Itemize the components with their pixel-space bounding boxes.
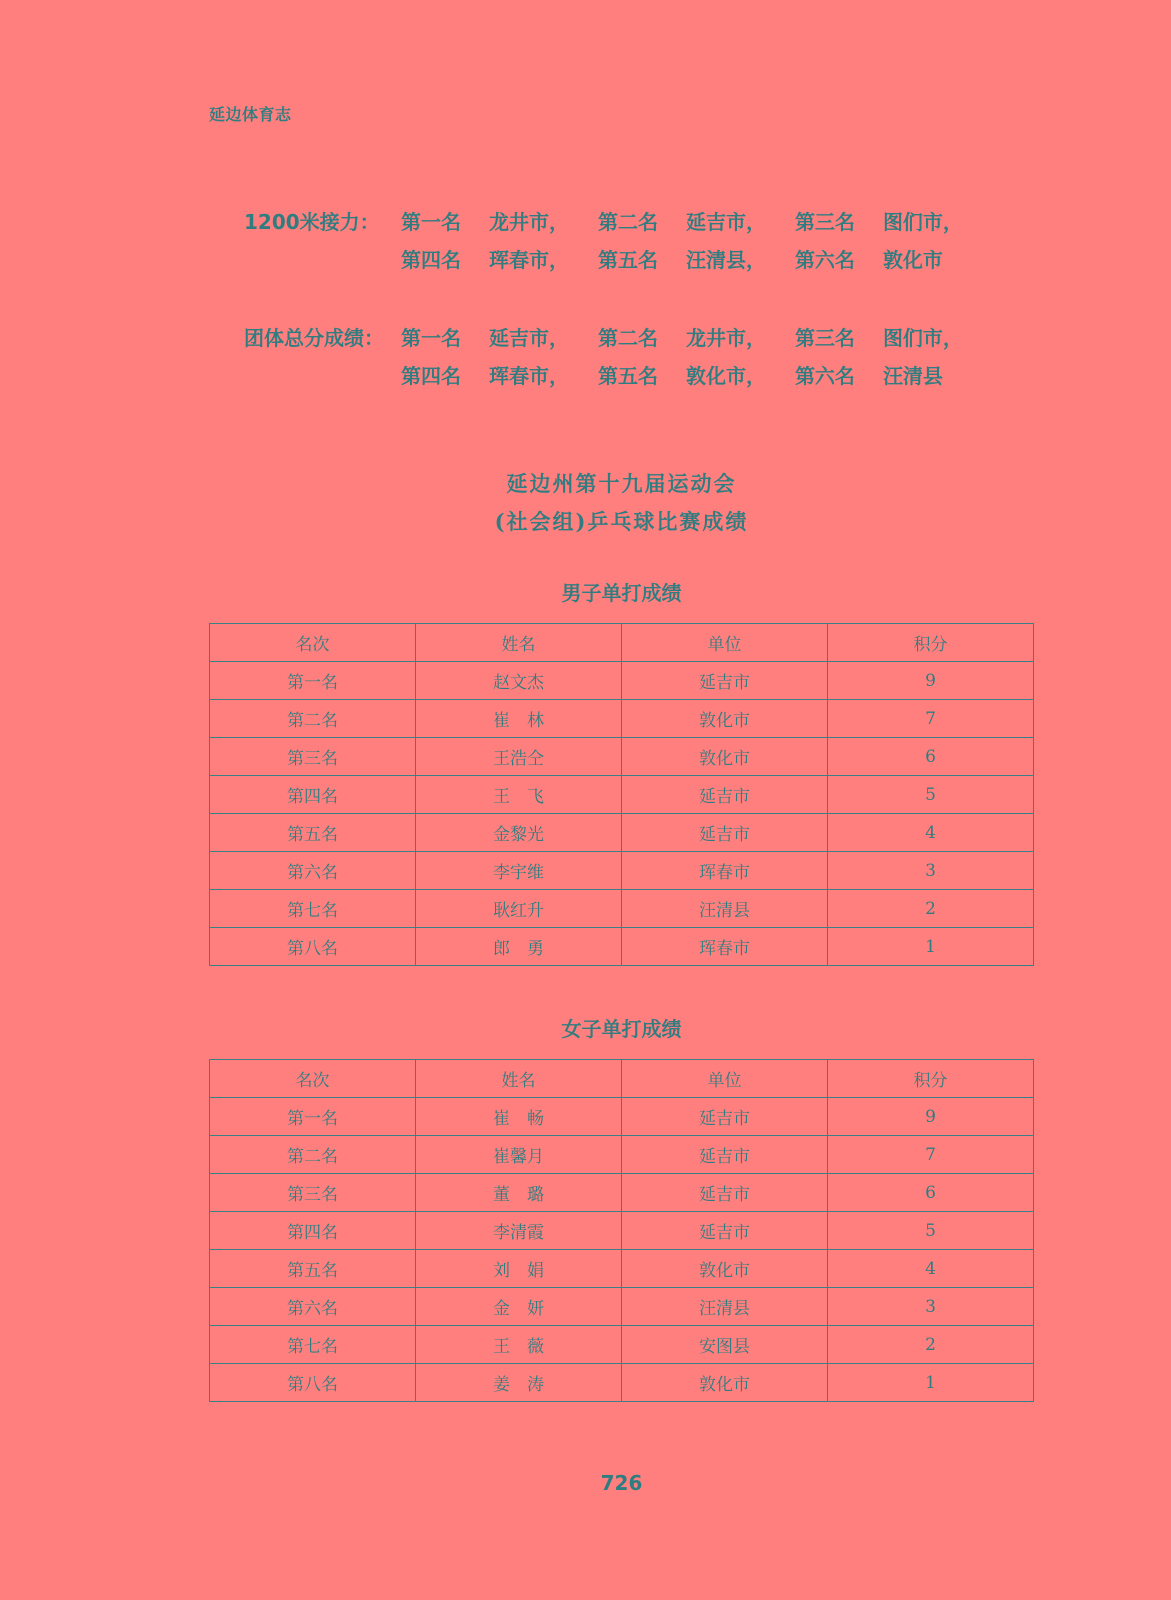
table-row <box>210 1098 1034 1136</box>
cell-rank: 第一名 <box>210 662 416 700</box>
cell-unit: 延吉市 <box>622 1174 828 1212</box>
cell-unit: 汪清县 <box>622 890 828 928</box>
cell-unit: 敦化市 <box>622 1364 828 1402</box>
cell-unit: 延吉市 <box>622 776 828 814</box>
rank: 第六名 <box>794 248 855 272</box>
rank: 第四名 <box>401 248 461 272</box>
cell-unit: 延吉市 <box>622 1212 828 1250</box>
cell-points: 4 <box>828 814 1034 852</box>
cell-name: 崔 畅 <box>416 1098 622 1136</box>
cell-rank: 第二名 <box>210 1136 416 1174</box>
city: 珲春市， <box>489 248 569 272</box>
relay-line-1 <box>401 206 985 235</box>
cell-points: 9 <box>828 1098 1034 1136</box>
cell-points: 5 <box>828 776 1034 814</box>
rank: 第四名 <box>401 364 461 388</box>
relay-line-2 <box>401 244 985 273</box>
table-row <box>210 1326 1034 1364</box>
table-row <box>210 1288 1034 1326</box>
cell-rank: 第四名 <box>210 1212 416 1250</box>
cell-points: 5 <box>828 1212 1034 1250</box>
table-row <box>210 1250 1034 1288</box>
cell-name: 郎 勇 <box>416 928 622 966</box>
city: 珲春市， <box>489 364 569 388</box>
cell-points: 3 <box>828 1288 1034 1326</box>
rank: 第五名 <box>597 364 658 388</box>
cell-unit: 延吉市 <box>622 1098 828 1136</box>
header-points: 积分 <box>828 1060 1034 1098</box>
city: 图们市， <box>882 210 963 234</box>
header-points: 积分 <box>828 624 1034 662</box>
page-number: 726 <box>600 1471 643 1495</box>
cell-points: 3 <box>828 852 1034 890</box>
table-header-row <box>210 1060 1034 1098</box>
cell-rank: 第五名 <box>210 1250 416 1288</box>
city: 龙井市， <box>489 210 569 234</box>
cell-name: 耿红升 <box>416 890 622 928</box>
table-row <box>210 814 1034 852</box>
rank: 第二名 <box>597 210 658 234</box>
cell-points: 9 <box>828 662 1034 700</box>
cell-name: 董 璐 <box>416 1174 622 1212</box>
cell-name: 李清霞 <box>416 1212 622 1250</box>
cell-rank: 第二名 <box>210 700 416 738</box>
cell-unit: 珲春市 <box>622 852 828 890</box>
header-rank: 名次 <box>210 1060 416 1098</box>
cell-points: 7 <box>828 1136 1034 1174</box>
relay-label: 1200米接力： <box>244 210 380 234</box>
team-total-line-2 <box>401 360 985 389</box>
cell-name: 李宇维 <box>416 852 622 890</box>
table-row <box>210 1212 1034 1250</box>
cell-rank: 第八名 <box>210 1364 416 1402</box>
womens-singles-table <box>209 1059 1034 1402</box>
cell-points: 1 <box>828 1364 1034 1402</box>
cell-rank: 第六名 <box>210 852 416 890</box>
cell-name: 姜 涛 <box>416 1364 622 1402</box>
cell-points: 7 <box>828 700 1034 738</box>
city: 延吉市， <box>685 210 766 234</box>
city: 汪清县， <box>685 248 766 272</box>
cell-points: 6 <box>828 1174 1034 1212</box>
mens-singles-title: 男子单打成绩 <box>561 581 682 605</box>
header-rank: 名次 <box>210 624 416 662</box>
city: 延吉市， <box>489 326 569 350</box>
cell-rank: 第一名 <box>210 1098 416 1136</box>
table-row <box>210 662 1034 700</box>
table-row <box>210 1364 1034 1402</box>
table-header-row <box>210 624 1034 662</box>
cell-rank: 第六名 <box>210 1288 416 1326</box>
cell-unit: 敦化市 <box>622 738 828 776</box>
cell-name: 金 妍 <box>416 1288 622 1326</box>
rank: 第三名 <box>794 210 855 234</box>
table-row <box>210 928 1034 966</box>
cell-rank: 第五名 <box>210 814 416 852</box>
cell-unit: 延吉市 <box>622 814 828 852</box>
rank: 第一名 <box>401 210 461 234</box>
table-row <box>210 852 1034 890</box>
table-row <box>210 1136 1034 1174</box>
cell-rank: 第七名 <box>210 1326 416 1364</box>
cell-unit: 敦化市 <box>622 1250 828 1288</box>
header-name: 姓名 <box>416 1060 622 1098</box>
table-row <box>210 700 1034 738</box>
table-row <box>210 776 1034 814</box>
rank: 第五名 <box>597 248 658 272</box>
cell-name: 王 薇 <box>416 1326 622 1364</box>
rank: 第六名 <box>794 364 855 388</box>
cell-name: 刘 娟 <box>416 1250 622 1288</box>
rank: 第三名 <box>794 326 855 350</box>
team-total-label: 团体总分成绩： <box>244 326 384 350</box>
cell-name: 崔 林 <box>416 700 622 738</box>
city: 图们市， <box>882 326 963 350</box>
running-header: 延边体育志 <box>209 105 292 124</box>
cell-name: 王 飞 <box>416 776 622 814</box>
city: 汪清县 <box>882 364 943 388</box>
city: 敦化市 <box>882 248 943 272</box>
cell-points: 2 <box>828 890 1034 928</box>
cell-unit: 敦化市 <box>622 700 828 738</box>
cell-name: 赵文杰 <box>416 662 622 700</box>
header-unit: 单位 <box>622 1060 828 1098</box>
table-row <box>210 738 1034 776</box>
cell-unit: 延吉市 <box>622 1136 828 1174</box>
cell-unit: 安图县 <box>622 1326 828 1364</box>
womens-singles-title: 女子单打成绩 <box>561 1017 682 1041</box>
cell-points: 6 <box>828 738 1034 776</box>
header-unit: 单位 <box>622 624 828 662</box>
cell-rank: 第四名 <box>210 776 416 814</box>
cell-rank: 第七名 <box>210 890 416 928</box>
city: 龙井市， <box>685 326 766 350</box>
cell-points: 4 <box>828 1250 1034 1288</box>
cell-points: 1 <box>828 928 1034 966</box>
cell-unit: 珲春市 <box>622 928 828 966</box>
cell-name: 金黎光 <box>416 814 622 852</box>
cell-rank: 第八名 <box>210 928 416 966</box>
cell-name: 王浩仝 <box>416 738 622 776</box>
table-row <box>210 890 1034 928</box>
mens-singles-table <box>209 623 1034 966</box>
header-name: 姓名 <box>416 624 622 662</box>
cell-name: 崔馨月 <box>416 1136 622 1174</box>
cell-points: 2 <box>828 1326 1034 1364</box>
rank: 第一名 <box>401 326 461 350</box>
rank: 第二名 <box>597 326 658 350</box>
table-row <box>210 1174 1034 1212</box>
cell-rank: 第三名 <box>210 738 416 776</box>
cell-rank: 第三名 <box>210 1174 416 1212</box>
section-title-line-1: 延边州第十九届运动会 <box>506 471 737 496</box>
section-title-line-2: (社会组)乒乓球比赛成绩 <box>494 509 749 534</box>
cell-unit: 延吉市 <box>622 662 828 700</box>
team-total-line-1 <box>401 322 985 351</box>
cell-unit: 汪清县 <box>622 1288 828 1326</box>
city: 敦化市， <box>685 364 766 388</box>
